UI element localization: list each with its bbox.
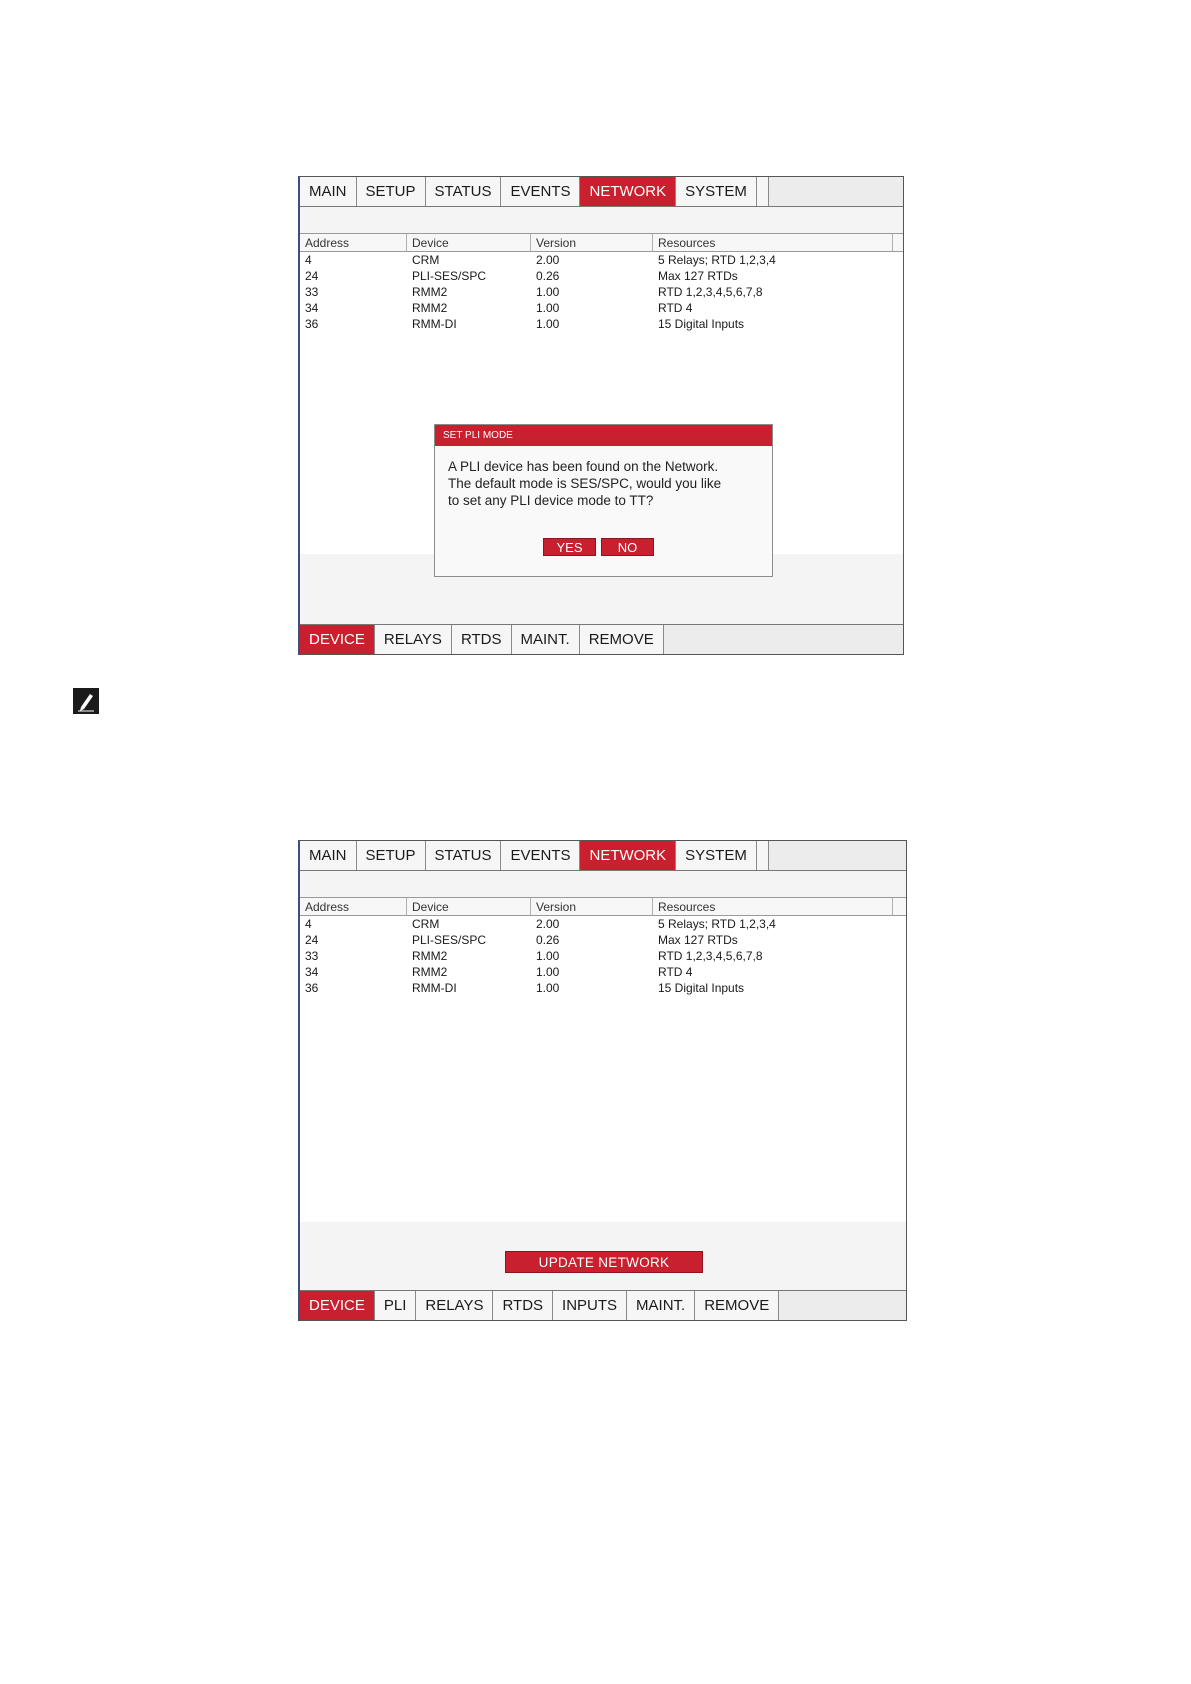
tab-main[interactable]: MAIN bbox=[300, 841, 357, 870]
device-table-panel bbox=[300, 233, 903, 554]
cell-address: 34 bbox=[305, 301, 319, 315]
cell-resources: RTD 1,2,3,4,5,6,7,8 bbox=[658, 285, 763, 299]
cell-device: PLI-SES/SPC bbox=[412, 933, 487, 947]
subtab-device[interactable]: DEVICE bbox=[300, 1291, 375, 1320]
column-header-resources[interactable]: Resources bbox=[653, 234, 893, 251]
subtab-inputs[interactable]: INPUTS bbox=[553, 1291, 627, 1320]
subtab-remove[interactable]: REMOVE bbox=[695, 1291, 779, 1320]
set-pli-mode-dialog bbox=[434, 424, 773, 577]
tab-setup[interactable]: SETUP bbox=[357, 841, 426, 870]
tab-events[interactable]: EVENTS bbox=[501, 177, 580, 206]
cell-device: RMM2 bbox=[412, 949, 448, 963]
tab-bar-fill bbox=[779, 1291, 906, 1320]
tab-system[interactable]: SYSTEM bbox=[676, 177, 757, 206]
tab-spacer bbox=[757, 177, 769, 206]
tab-system[interactable]: SYSTEM bbox=[676, 841, 757, 870]
subtab-maint[interactable]: MAINT. bbox=[627, 1291, 695, 1320]
table-row[interactable] bbox=[300, 980, 906, 996]
table-row[interactable] bbox=[300, 316, 903, 332]
no-button[interactable]: NO bbox=[601, 538, 654, 556]
tab-network[interactable]: NETWORK bbox=[580, 177, 676, 206]
subtab-rtds[interactable]: RTDS bbox=[452, 625, 512, 654]
dialog-message-line: to set any PLI device mode to TT? bbox=[448, 493, 654, 508]
table-row[interactable] bbox=[300, 268, 903, 284]
dialog-message bbox=[435, 446, 772, 509]
subtab-rtds[interactable]: RTDS bbox=[493, 1291, 553, 1320]
cell-device: RMM-DI bbox=[412, 981, 457, 995]
network-screen-pli-dialog bbox=[298, 176, 904, 655]
cell-address: 4 bbox=[305, 917, 312, 931]
subtab-device[interactable]: DEVICE bbox=[300, 625, 375, 654]
cell-device: RMM2 bbox=[412, 301, 448, 315]
subtab-remove[interactable]: REMOVE bbox=[580, 625, 664, 654]
cell-version: 1.00 bbox=[536, 965, 560, 979]
cell-address: 33 bbox=[305, 285, 319, 299]
table-row[interactable] bbox=[300, 932, 906, 948]
top-tab-bar bbox=[300, 177, 903, 207]
tab-status[interactable]: STATUS bbox=[426, 841, 502, 870]
cell-resources: RTD 4 bbox=[658, 301, 693, 315]
cell-address: 4 bbox=[305, 253, 312, 267]
cell-resources: 15 Digital Inputs bbox=[658, 317, 745, 331]
bottom-tab-bar bbox=[300, 1290, 906, 1320]
cell-address: 33 bbox=[305, 949, 319, 963]
table-row[interactable] bbox=[300, 948, 906, 964]
table-row[interactable] bbox=[300, 964, 906, 980]
column-header-resources[interactable]: Resources bbox=[653, 898, 893, 915]
cell-device: PLI-SES/SPC bbox=[412, 269, 487, 283]
table-row[interactable] bbox=[300, 252, 903, 268]
table-row[interactable] bbox=[300, 916, 906, 932]
column-header-version[interactable]: Version bbox=[531, 234, 653, 251]
cell-version: 2.00 bbox=[536, 253, 560, 267]
cell-version: 0.26 bbox=[536, 269, 560, 283]
cell-address: 34 bbox=[305, 965, 319, 979]
cell-address: 24 bbox=[305, 933, 319, 947]
tab-events[interactable]: EVENTS bbox=[501, 841, 580, 870]
device-table-panel bbox=[300, 897, 906, 1222]
column-header-device[interactable]: Device bbox=[407, 234, 531, 251]
subtab-maint[interactable]: MAINT. bbox=[512, 625, 580, 654]
cell-device: RMM2 bbox=[412, 285, 448, 299]
table-header bbox=[300, 897, 906, 916]
cell-device: CRM bbox=[412, 917, 440, 931]
dialog-message-line: A PLI device has been found on the Network. bbox=[448, 459, 719, 474]
cell-version: 2.00 bbox=[536, 917, 560, 931]
cell-resources: 15 Digital Inputs bbox=[658, 981, 745, 995]
tab-spacer bbox=[757, 841, 769, 870]
bottom-tab-bar bbox=[300, 624, 903, 654]
dialog-message-line: The default mode is SES/SPC, would you like bbox=[448, 476, 722, 491]
cell-address: 36 bbox=[305, 317, 319, 331]
cell-version: 1.00 bbox=[536, 301, 560, 315]
cell-device: CRM bbox=[412, 253, 440, 267]
cell-version: 1.00 bbox=[536, 285, 560, 299]
cell-resources: RTD 4 bbox=[658, 965, 693, 979]
tab-setup[interactable]: SETUP bbox=[357, 177, 426, 206]
cell-address: 36 bbox=[305, 981, 319, 995]
cell-version: 1.00 bbox=[536, 981, 560, 995]
column-header-address[interactable]: Address bbox=[300, 898, 407, 915]
network-screen-update bbox=[298, 840, 907, 1321]
cell-resources: RTD 1,2,3,4,5,6,7,8 bbox=[658, 949, 763, 963]
cell-address: 24 bbox=[305, 269, 319, 283]
update-network-button[interactable]: UPDATE NETWORK bbox=[505, 1251, 703, 1273]
tab-network[interactable]: NETWORK bbox=[580, 841, 676, 870]
tab-bar-fill bbox=[769, 841, 906, 870]
cell-device: RMM2 bbox=[412, 965, 448, 979]
tab-bar-fill bbox=[769, 177, 903, 206]
cell-device: RMM-DI bbox=[412, 317, 457, 331]
subtab-relays[interactable]: RELAYS bbox=[375, 625, 452, 654]
column-header-address[interactable]: Address bbox=[300, 234, 407, 251]
cell-version: 0.26 bbox=[536, 933, 560, 947]
table-row[interactable] bbox=[300, 284, 903, 300]
cell-resources: Max 127 RTDs bbox=[658, 269, 738, 283]
tab-main[interactable]: MAIN bbox=[300, 177, 357, 206]
cell-resources: 5 Relays; RTD 1,2,3,4 bbox=[658, 253, 776, 267]
column-header-device[interactable]: Device bbox=[407, 898, 531, 915]
table-row[interactable] bbox=[300, 300, 903, 316]
cell-resources: Max 127 RTDs bbox=[658, 933, 738, 947]
column-header-version[interactable]: Version bbox=[531, 898, 653, 915]
dialog-title: SET PLI MODE bbox=[435, 425, 772, 446]
table-header bbox=[300, 233, 903, 252]
top-tab-bar bbox=[300, 841, 906, 871]
dialog-buttons bbox=[543, 538, 654, 556]
cell-resources: 5 Relays; RTD 1,2,3,4 bbox=[658, 917, 776, 931]
cell-version: 1.00 bbox=[536, 949, 560, 963]
tab-bar-fill bbox=[664, 625, 903, 654]
subtab-relays[interactable]: RELAYS bbox=[416, 1291, 493, 1320]
note-pen-icon bbox=[73, 688, 99, 714]
cell-version: 1.00 bbox=[536, 317, 560, 331]
subtab-pli[interactable]: PLI bbox=[375, 1291, 417, 1320]
yes-button[interactable]: YES bbox=[543, 538, 596, 556]
tab-status[interactable]: STATUS bbox=[426, 177, 502, 206]
